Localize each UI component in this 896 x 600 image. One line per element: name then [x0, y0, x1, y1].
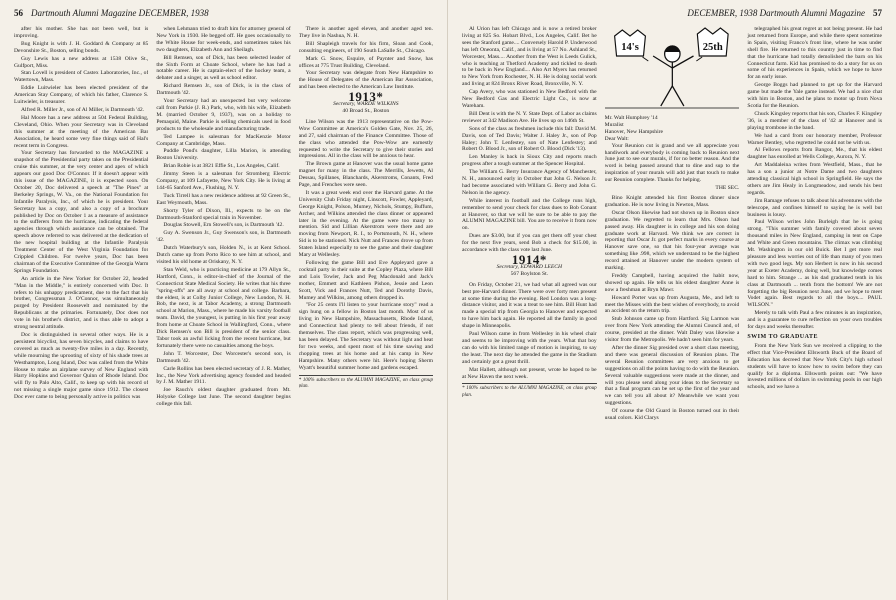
class-secretary: Secretary, EDWARD LEECH	[496, 263, 563, 270]
paragraph: Stan Weld, who is practicing medicine at 179 Allyn St., Hartford, Conn., is editor-in-chief of the Journal of the Connecticut State Medical Society. He writes that his three "spring-offs" are all away at school and college. Barbara, the eldest, is at Colby Junior College, New London, N. H. Bob, the next, is at Tabor Academy, a strong Dartmouth school at Marion, Mass., where he made his varsity football team. David, the youngest, is putting in his first year away from home at Choate School in Wallingford, Conn., where Dick Remsen's son Bill is president of the senior class. Tabor took an awful licking from the recent hurricane, but fortunately there were no casualties among the boys.	[156, 266, 291, 349]
page-number: 56	[14, 8, 23, 18]
paragraph: Your Secretary has forwarded to the MAGAZINE a snapshot of the Presidential party taken on the Presidential cruise this summer, at the very center and apex of which appears our good Doc O'Connor. If it doesn't appear with this issue of the MAGAZINE, it is expected soon. On October 20, Doc delivered a speech at "The Pines" at Berkeley Springs, W. Va., on the National Foundation for Infantile Paralysis, Inc., of which he is president. Your Secretary has a copy, and also a copy of a brochure published by Doc on October 1 as a measure of assistance to the sufferers from the hurricane, indicating the federal agencies through which assistance can be obtained. The speech above referred to was delivered at the dedication of the new hospital building at the Infantile Paralysis Treatment Center of the West Virginia Foundation for Crippled Children. For twelve years, Doc has been chairman of the Executive Committee of the Georgia Warm Springs Foundation.	[14, 150, 149, 274]
reunion-cartoon	[605, 26, 740, 112]
class-1913-heading	[299, 89, 433, 115]
paragraph: Bill Remsen, son of Dick, has been selected leader of the Sixth Form at Choate School, where he has had a notable career. He is captain-elect of the hockey team, a debater and a singer, as well as school editor.	[156, 54, 291, 82]
left-column-3	[299, 26, 433, 596]
class-address: 567 Boylston St.	[510, 270, 549, 277]
paragraph: Art Maddaleina writes from Westfield, Mass., that he has a son a junior at Notre Dame and two daughters attending classical high school in Springfield. He says the others are Jim Healy in Longmeadow, and sends his best regards.	[747, 162, 883, 196]
paragraph: It was a great week end over the Harvard game. At the University Club Friday night, Linscott, Fowler, Appleyard, George Knight, Polson, Mumey, Nichols, Stumpy, Buffum, Archer, and Wilkins attended the class dinner or appeared later in the evening. At the game were too many to mention. Sid and Lillian Akerstrom were there and are moving from Newport, R. I., to Portsmouth, N. H., where Sid is to be stationed. Nick Nutt and Frances drove up from Staten Island especially to see the game and their daughter Mary at Wellesley.	[298, 189, 433, 259]
paragraph: We had a card from our honorary member, Professor Warner Bentley, who regretted he could not be with us.	[747, 132, 883, 146]
footnote: * 100% subscribers to the ALUMNI MAGAZINE, on class group plan.	[299, 375, 433, 392]
paragraph: Oscar Olson likewise had not shown up in Boston since graduation. We regretted to learn that Mrs. Olson had passed away. His daughter is in college and his son doing graduate work at Harvard. We think we are correct in reporting that Oscar Jr. got perfect marks in every course at Hanover save one, so that his four-year average was something like .998, which we understand to be the highest record attained at Hanover under the modern system of marking.	[604, 209, 740, 272]
class-address: 40 Broad St., Boston	[342, 107, 390, 114]
paragraph: While interest in football and the College runs high, remember to send your check for class dues to Bob Conant at Hanover, so that we will be sure to be able to pay the ALUMNI MAGAZINE bill. You are to receive it from now on.	[462, 197, 597, 232]
paragraph: The Brown game at Hanover was the usual home game magnet for many in the class. The Merrills, Jewetts, Al Dessau, Spillanes, Blanchards, Akerstroms, Conants, Fred Page, and Frenches were seen.	[298, 161, 433, 189]
paragraph: Chuck Kingsley reports that his son, Charles F. Kingsley '36, is a member of the class of '42 at Hanover and is playing trombone in the band.	[747, 110, 883, 131]
paragraph: Carle Rollins has been elected secretary of J. R. Mather, Inc., the New York advertising agency founded and headed by J. M. Mather 1911.	[156, 365, 291, 386]
paragraph: Jim Ramage refuses to talk about his adventures with the telescope, and confines himself to saying he is well but business is lousy.	[747, 197, 883, 218]
paragraph: Jimmy Steen is a salesman for Stromberg Electric Company, at 109 Lafayette, New York City. He is living at 144-65 Sanford Ave., Flushing, N. Y.	[156, 171, 291, 191]
letter-line: Dear Walt:	[604, 135, 629, 142]
right-page	[448, 0, 896, 600]
class-1914-heading	[462, 252, 597, 278]
badge-right-label: 25th	[702, 40, 723, 54]
paragraph: Eddie Luitwieler has been elected president of the American Stay Company, of which his father, Clarence S. Luitwieler, is treasurer.	[14, 85, 149, 106]
running-head: Dartmouth Alumni Magazine DECEMBER, 1938	[31, 8, 209, 18]
paragraph: Dutch Waterbury's son, Holden N., is at Kent School. Dutch came up from Porto Rico to see him at school, and visited his old home at Oriskany, N. Y.	[156, 245, 291, 265]
paragraph: Shorty Tyler of Dixon, Ill., expects to be on the Dartmouth-Stanford special train in November.	[156, 207, 291, 221]
paragraph: An article in the New Yorker for October 22, headed "Man in the Middle," is entirely concerned with Doc. It refers to his unhappy predicament, due to the fact that his brother, Congressman J. O'Connor, was simultaneously purged by President Roosevelt and nominated by the Republicans at the primaries. Fortunately, Doc does not vote in his brother's district, and is thus able to adopt a strong neutral attitude.	[14, 275, 149, 331]
paragraph: Bino Knight attended his first Boston dinner since graduation. He is now living in Newton, Mass.	[604, 194, 740, 208]
class-year: 1913*	[348, 89, 384, 105]
page-number: 57	[873, 8, 882, 18]
paragraph: Guy Lewis has a new address at 1538 Olive St., Gulfport, Miss.	[14, 55, 149, 69]
paragraph: After the dinner Sig presided over a short class meeting, and there was general discussion of Reunion plans. The several Reunion committees are very anxious to get suggestions on all the points having to do with the Reunion. Several valuable suggestions were made at the dinner, and will you please send along your ideas to the Secretary so that a final program can be set up the first of the year and we can tell you all about it? Meanwhile we want your suggestions.	[604, 345, 740, 407]
letter-line: Mr. Walt Humphrey '14	[604, 115, 658, 121]
footnote: * 100% subscribers to the ALUMNI MAGAZINE, on class group plan.	[462, 383, 597, 400]
paragraph: Freddy Campbell, having acquired the habit now, showed up again. He tells us his eldest daughter Anne is now a freshman at Bryn Mawr.	[604, 272, 740, 293]
paragraph: Douglas Stowell, Ern Stowell's son, is Dartmouth '42.	[163, 222, 284, 229]
paragraph: Howard Porter was up from Augusta, Me., and left to meet the Misses with the best wishes of everybody, to avoid an accident on the return trip.	[604, 294, 740, 315]
paragraph: Line Wilson was the 1913 representative on the Pow-Wow Committee at America's Golden Gate, Nov. 25, 26, and 27, said chairman of the Finance Committee. Those of the class who attended the Pow-Wow are earnestly requested to write the Secretary to give their stories and impressions. All in the class will be anxious to hear.	[298, 118, 433, 160]
paragraph: Merely to talk with Paul a few minutes is an inspiration, and is a guarantee to cure reflection on your own troubles for days and weeks thereafter.	[747, 310, 883, 331]
letter-line: Muralist	[604, 121, 624, 128]
paragraph: "For 25 cents I'll listen to your hurricane story" read a sign hung on a fellow in Boston last month. Most of us living in New Hampshire, Massachusetts, Rhode Island, and Connecticut had plenty to tell about friends, if not themselves. The class report, which was progressing well, has been delayed. The Secretary was without light and heat for two weeks, and spent most of his time sawing and chopping trees at his home and at his camp in New Hampshire. Many others were hit. Here's hoping Sherm Wyatt's beautiful summer home and gardens escaped.	[298, 302, 433, 371]
letter-address	[605, 115, 740, 143]
paragraph: when Lehmann tried to draft him for attorney general of New York in 1930. He begged off. He goes occasionally to the White House for week-ends, and sometimes takes his two daughters, Elizabeth Ann and Sheilagh.	[156, 26, 291, 53]
paragraph: Paul Wilson writes John Burleigh that he is going strong. "This summer with family covered about seven thousand miles in New England, camping in tent on Cape and White and Green mountains. The climax was climbing Mt. Washington in our old Buick. Bet I get more real pleasure and less worries out of life than many of you men with two good legs. My son Herbert is now in his second year at Exeter Academy, doing well, but knowledge comes hard to him. Strange ... as his dad graduated tenth in his class at Dartmouth ... tenth from the bottom! We are not forgetting the big Reunion next June, and we hope to meet Vodet again. Best regards to all the boys.... PAUL WILSON."	[747, 219, 883, 309]
right-page-header	[462, 8, 882, 22]
paragraph: Paul Wilson came in from Wellesley in his wheel chair and seems to be improving with the years. What that boy can do with his limited range of motion is inspiring, to say the least. The next day he attended the game in the Stadium and certainly got a great thrill.	[462, 331, 597, 365]
paragraph: Len Manley is back in Sioux City and reports much progress after a tough summer at the Spencer Hospital.	[462, 154, 597, 168]
paragraph: Doc is distinguished in several other ways. He is a persistent bicyclist, has seven bicycles, and claims to have covered as much as twenty-five miles in a day. Recently, while mourning the uprooting of sixty of his shade trees at Westhampton, Long Island, Doc was called from the White House to make an airplane survey of New England with Harry Hopkins and Governor Quinn of Rhode Island. Doc will fly to Palo Alto, Calif., to keep up with his record of not missing a single major game since 1912. The closest Doc ever came to being personally active in politics was	[14, 331, 149, 401]
paragraph: Bill Shapleigh travels for his firm, Sloan and Cook, consulting engineers, of 190 South LaSalle St., Chicago.	[298, 40, 433, 54]
paragraph: Of course the Old Guard in Boston turned out in their usual colors. Kid Clarys	[604, 408, 740, 422]
paragraph: Bug Knight is with J. H. Goddard & Company at 85 Devonshire St., Boston, selling bonds.	[14, 40, 149, 54]
paragraph: Sons of the class as freshmen include this fall: David M. Davis, son of Ted Davis; Walter J. Haley Jr., son of Pop Haley; John T. Lenfestey, son of Nate Lenfestey; and Robert O. Blood Jr., son of Robert O. Blood (Dick '13).	[462, 125, 597, 153]
running-head: DECEMBER, 1938 Dartmouth Alumni Magazine	[687, 8, 865, 18]
paragraph: Richard Remsen Jr., son of Dick, is in the class of Dartmouth '42.	[156, 83, 291, 97]
paragraph: Stan Lovell is president of Castex Laboratories, Inc., of Watertown, Mass.	[14, 70, 149, 84]
right-column-1	[462, 26, 597, 596]
paragraph: On Friday, October 21, we had what all agreed was our best pre-Harvard dinner. There were over forty men present at some time during the evening. Red London was a long-distance visitor, and it was a treat to see him. Bill Hunt had made a special trip from Georgia to Hanover and expected to have him back again. He reported all the family in good shape in Minneapolis.	[462, 281, 597, 330]
paragraph: Tuck Tirrell has a new residence address at 92 Green St., East Weymouth, Mass.	[156, 192, 291, 206]
paragraph: From the New York Sun we received a clipping to the effect that Vice-President Ellsworth Buck of the Board of Education has decreed that New York City's high school students will have to know how to swim before they can qualify for a diploma. Ellsworth points out: "We have invested millions of dollars in swimming pools in our high schools, and we have a	[747, 342, 883, 391]
left-column-1	[14, 26, 148, 596]
cartoon-illustration	[605, 26, 740, 112]
letter-line: Hanover, New Hampshire	[604, 128, 664, 135]
class-secretary: Secretary, WARDE WILKINS	[333, 101, 399, 108]
paragraph: Alfred R. Miller Jr., son of Al Miller, is Dartmouth '42.	[21, 106, 145, 113]
paragraph: Joe Rauch's oldest daughter graduated from Mt. Holyoke College last June. The second daughter begins college this fall.	[156, 387, 291, 408]
paragraph: Mark G. Snow, Esquire, of Paynter and Snow, has offices at 775 Trust Building, Cleveland.	[298, 55, 433, 69]
paragraph: The William G. Berry Insurance Agency of Manchester, N. H., announced early in October that John G. Nelson Jr. had become associated with William G. Berry and John G. Nelson in the agency.	[462, 169, 597, 196]
paragraph: Bill Dent is with the N. Y. State Dept. of Labor as claims reviewer at 342 Madison Ave. He lives up on 146th St.	[462, 110, 597, 124]
paragraph: Al Urion has left Chicago and is now a retired broker living at 825 So. Hobart Blvd., Los Angeles, Calif. Bet he sees the Stanford game.... Conversely Harold P. Underwood has left Oneonta, Calif., and is living at 57 No. Ashland St., Worcester, Mass.... Another from the West is Leeds Gulick, who is teaching at Thetford Academy and tickled to death to be back in New England.... Also Art Myers has returned to New York from Rochester, N. H. He is doing social work and living at 824 Bronx River Road, Bronxville, N. Y.	[462, 26, 597, 88]
paragraph: Cap Avery, who was stationed in New Bedford with the New Bedford Gas and Electric Light Co., is now at Wareham.	[462, 89, 597, 109]
paragraph: Dues are $3.00, but if you can get them off your chest for the next five years, send Bob a check for $15.00, in accordance with the class vote last June.	[462, 233, 597, 254]
right-column-2	[605, 26, 740, 596]
paragraph: Guy A. Swenson Jr., Guy Swenson's son, is Dartmouth '42.	[156, 230, 291, 244]
paragraph: after his mother. She has not been well, but is improving.	[14, 26, 149, 39]
badge-left-label: 14's	[620, 40, 639, 54]
paragraph: Brian Robie is at 3821 Effie St., Los Angeles, Calif.	[163, 163, 280, 170]
paragraph: There is another aged eleven, and another aged ten. They live in Nashua, N. H.	[298, 26, 433, 39]
paragraph: Your Reunion cut is grand and we all appreciate your handiwork and everybody is coming back to Reunion next June just to see our murals, if for no better reason. And the word is being passed around that to dine and sup to the inspiration of your murals will add just that touch to make our Reunion complete. Thanks for helping.	[604, 142, 740, 184]
paragraph: Puddle Pond's daughter, Lilla Marion, is attending Boston University.	[156, 148, 291, 162]
right-column-3	[747, 26, 882, 596]
paragraph: Ted Lampee is salesman for MacKenzie Motor Company at Cambridge, Mass.	[156, 133, 291, 147]
paragraph: Stub Johnson came up from Hartford. Sig Larmon was over from New York attending the Alumni Council and, of course, presided at the dinner. Walt Daley was likewise a visitor from the Metropolis. We hadn't seen him for years.	[604, 316, 740, 344]
paragraph: Mat Hallett, although not present, wrote he hoped to be at New Haven the next week.	[462, 366, 597, 380]
paragraph: Al Fellows reports from Bangor, Me., that his eldest daughter has enrolled at Wells College, Aurora, N. Y.	[747, 147, 883, 161]
paragraph: Hal Moore has a new address at 504 Federal Building, Cleveland, Ohio. When your Secretary was in Cleveland this summer at the meeting of the American Bar Association, he heard some very fine things said of Hal's recent term in Congress.	[14, 114, 149, 149]
paragraph: Your Secretary was delegate from New Hampshire to the House of Delegates of the American Bar Association, and has been elected to the American Law Institute.	[298, 70, 433, 91]
left-column-2	[156, 26, 290, 596]
left-page-header	[14, 8, 433, 22]
paragraph: telegraphed his great regret at not being present. He had just returned from Europe, and while there spent sometime in Spain, visiting Franco's front line, where he was under shell fire. He returned to this country just in time to find that the hurricane had totally demolished the barn on his Connecticut farm. Kid has promised to do a story for us on some of his experiences in Spain, which we hope to have for an early issue.	[747, 26, 883, 81]
paragraph: Following the game Bill and Eve Appleyard gave a cocktail party in their suite at the Copley Plaza, where Bill and Lois Towler, Jack and Peg Macdonald and Jack's mother, Emmett and Kathleen Pishon, Jessie and Leon Scott, Vick and Frances Nutt, Ted and Dorothy Davis, Mumey and Wilkins, among others dropped in.	[298, 260, 433, 301]
section-heading: SWIM TO GRADUATE	[747, 333, 819, 340]
paragraph: Your Secretary had an unexpected but very welcome call from Parkie (J. R.) Park, who, with his wife, Elizabeth M. (married October 9, 1937), was on a holiday to Pemaquid, Maine. Parkie is selling chemicals used in food products to the wholesale and manufacturing trade.	[156, 98, 291, 132]
class-year: 1914*	[511, 252, 547, 267]
paragraph: John T. Worcester, Doc Worcester's second son, is Dartmouth '42.	[156, 350, 291, 364]
paragraph: George Boggs had planned to get up for the Harvard game but made the Yale game instead. We had a nice chat with him in Boston, and he plans to motor up from Nova Scotia for the Reunion.	[747, 82, 883, 109]
signature: THE SEC.	[715, 185, 740, 192]
